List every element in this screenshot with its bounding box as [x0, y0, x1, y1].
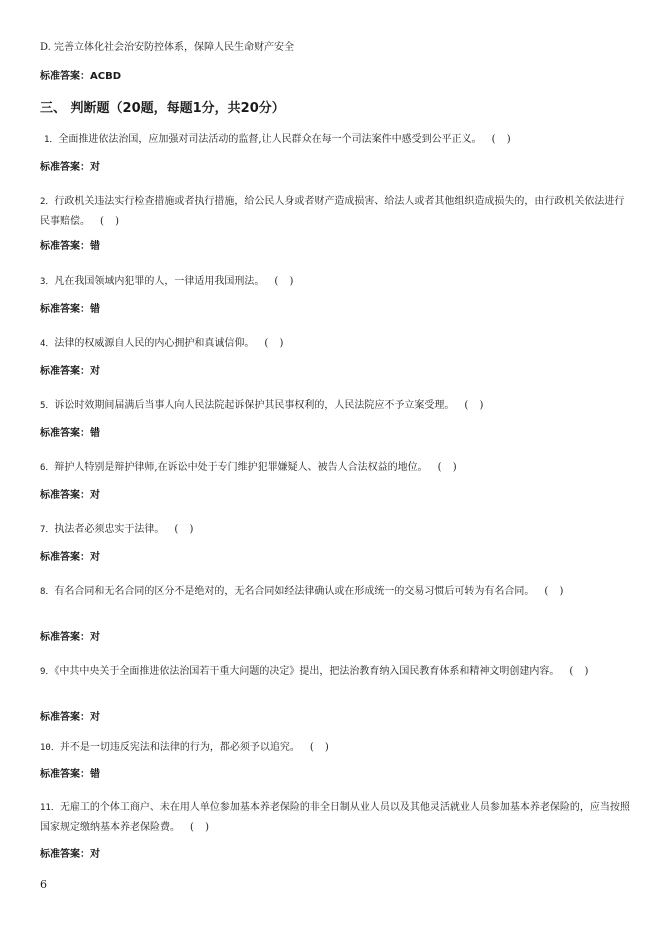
- blank-paren: ( ): [437, 462, 461, 473]
- question-text: 有名合同和无名合同的区分不是绝对的，无名合同如经法律确认或在形成统一的交易习惯后可转为有名合同。: [54, 586, 535, 597]
- question-2: [40, 192, 630, 231]
- question-5: [40, 396, 630, 416]
- question-number: 2．: [40, 197, 55, 207]
- previous-answer: [40, 70, 630, 84]
- answer-label: 标准答案：: [40, 552, 90, 563]
- question-7: [40, 520, 630, 540]
- answer-4: [40, 365, 630, 379]
- answer-label: 标准答案：: [40, 71, 90, 82]
- question-11: [40, 798, 630, 837]
- answer-label: 标准答案：: [40, 490, 90, 501]
- blank-paren: ( ): [544, 586, 568, 597]
- question-3: [40, 272, 630, 292]
- question-number: 3．: [40, 277, 55, 287]
- answer-5: [40, 427, 630, 441]
- question-number: 11．: [40, 803, 60, 813]
- blank-paren: ( ): [100, 216, 123, 227]
- answer-value: 错: [90, 769, 100, 780]
- question-text: 并不是一切违反宪法和法律的行为，都必须予以追究。: [59, 742, 300, 753]
- answer-value: 错: [90, 304, 100, 315]
- answer-value: 错: [90, 241, 100, 252]
- answer-10: [40, 768, 630, 782]
- question-number: 8．: [40, 587, 55, 597]
- question-number: 7．: [40, 525, 55, 535]
- answer-value: 对: [90, 366, 100, 377]
- question-number: 6．: [40, 463, 55, 473]
- option-d-text: D. 完善立体化社会治安防控体系，保障人民生命财产安全: [40, 42, 295, 53]
- answer-label: 标准答案：: [40, 304, 90, 315]
- answer-9: [40, 711, 630, 725]
- answer-label: 标准答案：: [40, 849, 90, 860]
- question-text: 诉讼时效期间届满后当事人向人民法院起诉保护其民事权利的，人民法院应不予立案受理。: [54, 400, 455, 411]
- question-text: 凡在我国领域内犯罪的人，一律适用我国刑法。: [54, 276, 265, 287]
- blank-paren: ( ): [491, 134, 515, 145]
- answer-value: ACBD: [90, 71, 122, 82]
- answer-label: 标准答案：: [40, 162, 90, 173]
- page-number: 6: [40, 878, 47, 891]
- question-10: [40, 738, 630, 758]
- answer-11: [40, 848, 630, 862]
- answer-label: 标准答案：: [40, 428, 90, 439]
- blank-paren: ( ): [190, 822, 213, 833]
- answer-value: 错: [90, 428, 100, 439]
- answer-value: 对: [90, 490, 100, 501]
- answer-label: 标准答案：: [40, 769, 90, 780]
- question-text: 辩护人特别是辩护律师,在诉讼中处于专门维护犯罪嫌疑人、被告人合法权益的地位。: [54, 462, 428, 473]
- answer-8: [40, 631, 630, 645]
- answer-value: 对: [90, 849, 100, 860]
- question-text: 行政机关违法实行检查措施或者执行措施，给公民人身或者财产造成损害、给法人或者其他组织造成损失的，由行政机关依法进行民事赔偿。: [40, 196, 625, 227]
- question-text: 全面推进依法治国，应加强对司法活动的监督,让人民群众在每一个司法案件中感受到公平正义。: [58, 134, 482, 145]
- blank-paren: ( ): [569, 666, 593, 677]
- blank-paren: ( ): [464, 400, 488, 411]
- question-text: 《中共中央关于全面推进依法治国若干重大问题的决定》提出，把法治教育纳入国民教育体系和精神文明创建内容。: [54, 666, 560, 677]
- answer-1: [40, 161, 630, 175]
- blank-paren: ( ): [174, 524, 198, 535]
- answer-label: 标准答案：: [40, 712, 90, 723]
- answer-value: 对: [90, 162, 100, 173]
- answer-value: 对: [90, 552, 100, 563]
- question-text: 无雇工的个体工商户、未在用人单位参加基本养老保险的非全日制从业人员以及其他灵活就业人员参加基本养老保险的，应当按照国家规定缴纳基本养老保险费。: [40, 802, 630, 833]
- question-number: 9．: [40, 667, 55, 677]
- section-title: 三、 判断题（20题，每题1分，共20分）: [40, 101, 285, 116]
- blank-paren: ( ): [309, 742, 333, 753]
- answer-label: 标准答案：: [40, 241, 90, 252]
- answer-3: [40, 303, 630, 317]
- answer-2: [40, 240, 630, 254]
- answer-value: 对: [90, 632, 100, 643]
- question-number: 4．: [40, 339, 55, 349]
- answer-value: 对: [90, 712, 100, 723]
- question-number: 10．: [40, 743, 60, 753]
- blank-paren: ( ): [264, 338, 288, 349]
- question-text: 法律的权威源自人民的内心拥护和真诚信仰。: [54, 338, 255, 349]
- question-number: 1．: [44, 135, 59, 145]
- answer-label: 标准答案：: [40, 632, 90, 643]
- question-1: [44, 130, 634, 150]
- question-6: [40, 458, 630, 478]
- question-number: 5．: [40, 401, 55, 411]
- question-4: [40, 334, 630, 354]
- blank-paren: ( ): [274, 276, 298, 287]
- question-8: [40, 582, 630, 602]
- question-text: 执法者必须忠实于法律。: [54, 524, 165, 535]
- question-9: [40, 662, 630, 682]
- answer-7: [40, 551, 630, 565]
- answer-6: [40, 489, 630, 503]
- answer-label: 标准答案：: [40, 366, 90, 377]
